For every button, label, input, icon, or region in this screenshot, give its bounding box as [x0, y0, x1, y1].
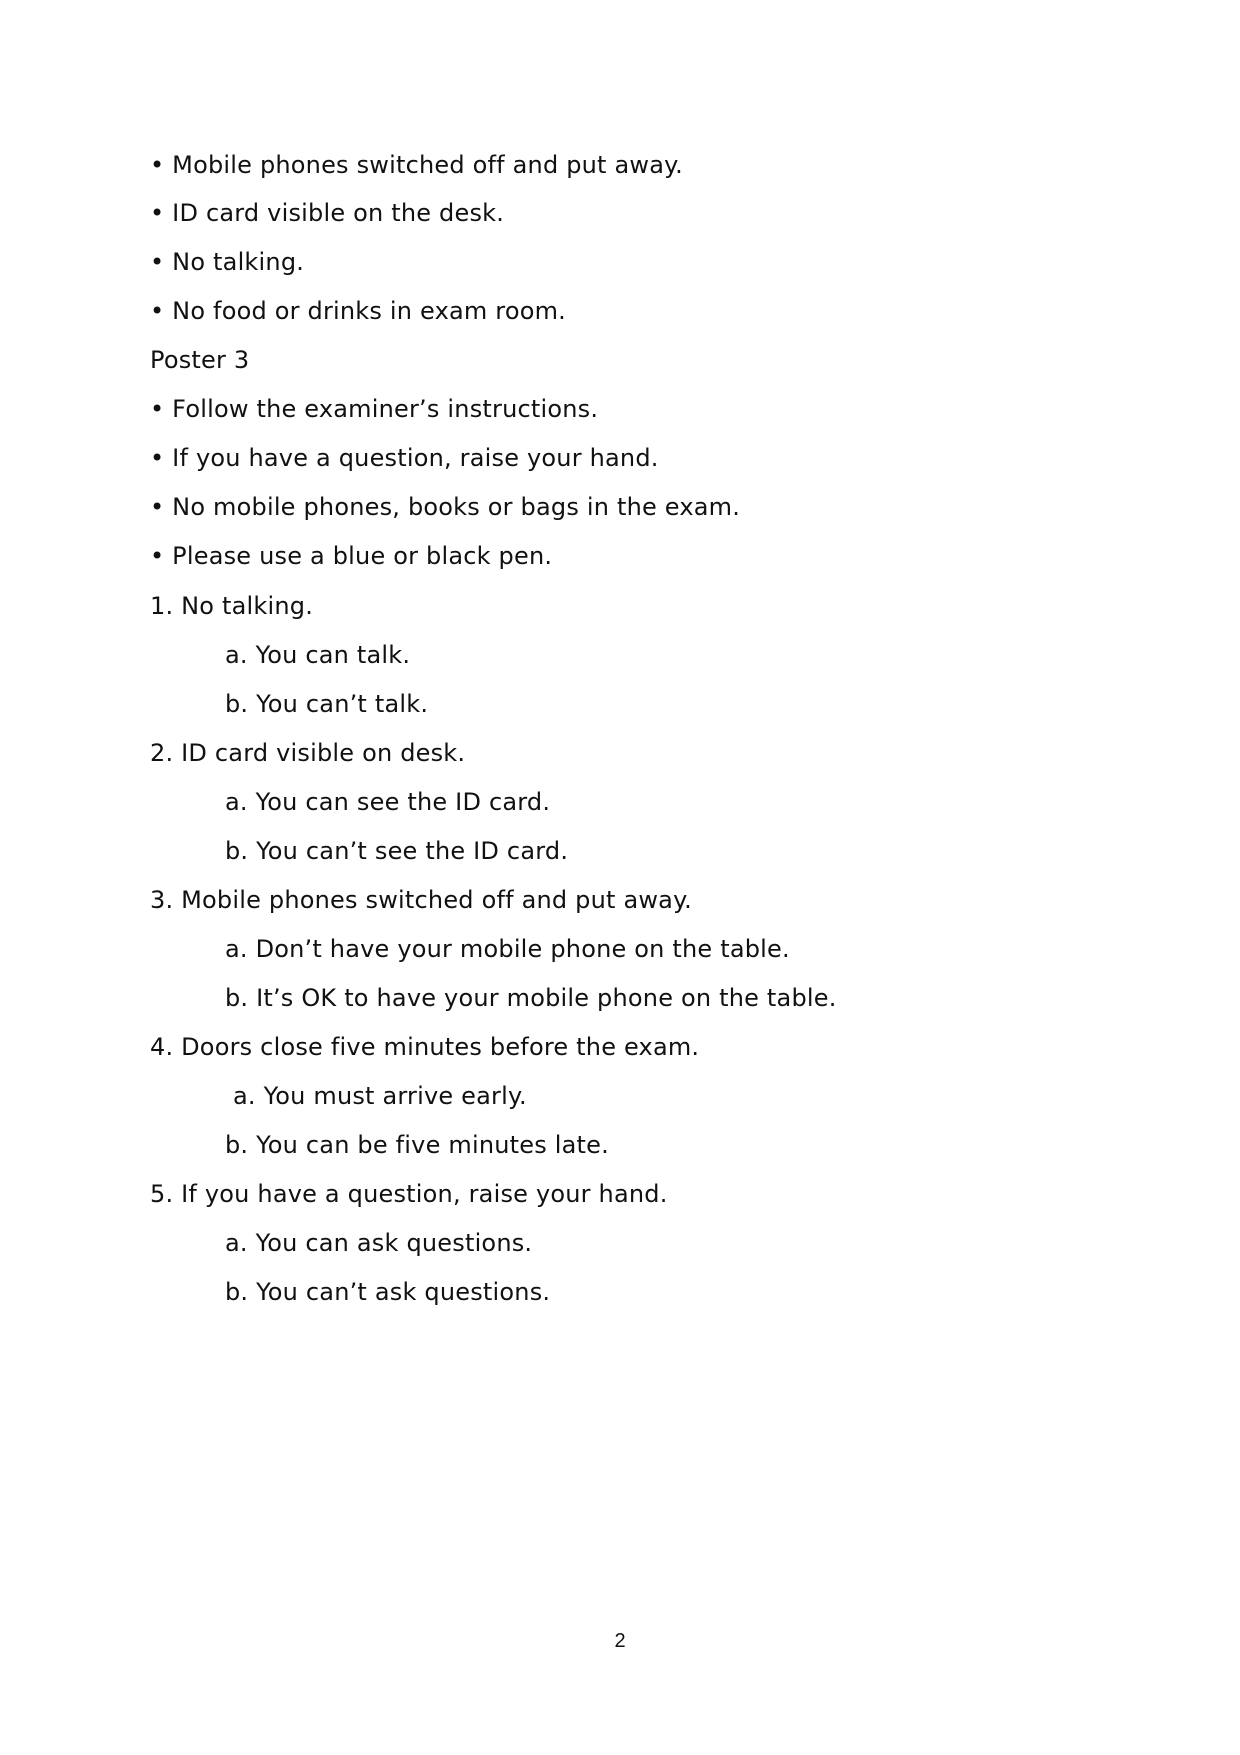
- page-number: 2: [614, 1630, 626, 1652]
- question-option: a. You must arrive early.: [233, 1082, 527, 1110]
- question-option: a. You can ask questions.: [225, 1229, 533, 1257]
- question-prompt: 4. Doors close five minutes before the exam.: [150, 1033, 700, 1061]
- question-option: a. You can see the ID card.: [225, 788, 551, 816]
- question-option: b. You can’t talk.: [225, 690, 429, 718]
- question-prompt: 1. No talking.: [150, 592, 314, 620]
- question-prompt: 3. Mobile phones switched off and put away.: [150, 886, 692, 914]
- poster3-rule: • Follow the examiner’s instructions.: [150, 395, 599, 423]
- question-option: b. You can’t ask questions.: [225, 1278, 551, 1306]
- question-prompt: 5. If you have a question, raise your hand.: [150, 1180, 668, 1208]
- poster3-rule: • No mobile phones, books or bags in the exam.: [150, 493, 741, 521]
- question-option: b. It’s OK to have your mobile phone on the table.: [225, 984, 837, 1012]
- question-option: a. Don’t have your mobile phone on the table.: [225, 935, 790, 963]
- poster2-rule: • No talking.: [150, 248, 305, 276]
- poster3-title: Poster 3: [150, 346, 250, 374]
- poster2-rule: • Mobile phones switched off and put away.: [150, 151, 683, 179]
- question-option: a. You can talk.: [225, 641, 411, 669]
- poster2-rule: • ID card visible on the desk.: [150, 199, 505, 227]
- question-prompt: 2. ID card visible on desk.: [150, 739, 466, 767]
- poster2-rule: • No food or drinks in exam room.: [150, 297, 567, 325]
- question-option: b. You can be five minutes late.: [225, 1131, 609, 1159]
- question-option: b. You can’t see the ID card.: [225, 837, 569, 865]
- poster3-rule: • Please use a blue or black pen.: [150, 542, 553, 570]
- poster3-rule: • If you have a question, raise your hand.: [150, 444, 659, 472]
